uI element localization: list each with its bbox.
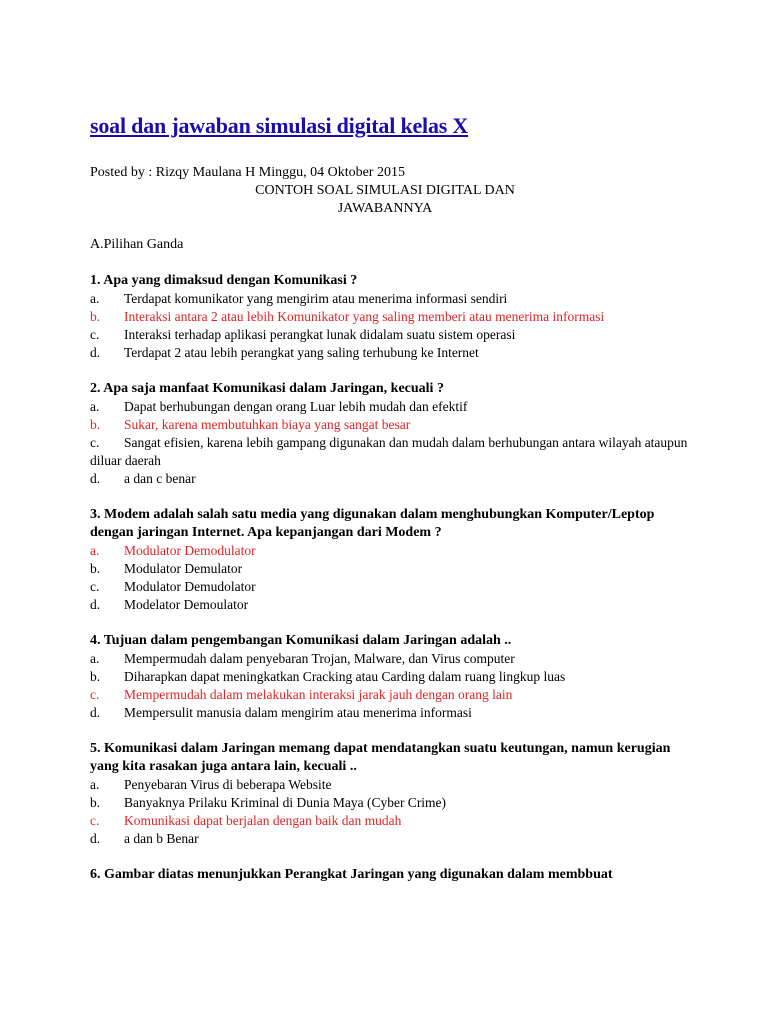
post-title-link[interactable]: soal dan jawaban simulasi digital kelas X bbox=[90, 113, 469, 138]
option-a bbox=[90, 290, 690, 308]
option-letter: d. bbox=[90, 597, 101, 612]
option-a bbox=[90, 650, 690, 668]
option-letter: a. bbox=[90, 543, 100, 558]
option-letter: a. bbox=[90, 399, 100, 414]
option-a-correct bbox=[90, 542, 690, 560]
option-text: Sukar, karena membutuhkan biaya yang sangat besar bbox=[124, 417, 411, 432]
option-a bbox=[90, 776, 690, 794]
option-text: Diharapkan dapat meningkatkan Cracking atau Carding dalam ruang lingkup luas bbox=[124, 669, 566, 684]
question-3 bbox=[90, 506, 690, 614]
option-c bbox=[90, 326, 690, 344]
option-b bbox=[90, 560, 690, 578]
option-text: Terdapat 2 atau lebih perangkat yang saling terhubung ke Internet bbox=[124, 345, 479, 360]
option-text: Mempersulit manusia dalam mengirim atau menerima informasi bbox=[124, 705, 472, 720]
option-letter: b. bbox=[90, 669, 101, 684]
question-2 bbox=[90, 380, 690, 488]
option-letter: d. bbox=[90, 705, 101, 720]
option-letter: b. bbox=[90, 795, 101, 810]
option-letter: c. bbox=[90, 687, 100, 702]
option-text: a dan b Benar bbox=[124, 831, 199, 846]
document-heading-line1: CONTOH SOAL SIMULASI DIGITAL DAN bbox=[255, 183, 515, 198]
option-letter: c. bbox=[90, 327, 100, 342]
option-letter: d. bbox=[90, 831, 101, 846]
option-text: Modelator Demoulator bbox=[124, 597, 249, 612]
option-letter: b. bbox=[90, 309, 101, 324]
question-1 bbox=[90, 272, 690, 362]
option-letter: d. bbox=[90, 345, 101, 360]
question-text: 4. Tujuan dalam pengembangan Komunikasi dalam Jaringan adalah .. bbox=[90, 633, 512, 648]
option-letter: b. bbox=[90, 417, 101, 432]
option-a bbox=[90, 398, 690, 416]
option-c bbox=[90, 434, 690, 470]
option-text: Terdapat komunikator yang mengirim atau menerima informasi sendiri bbox=[124, 291, 508, 306]
option-d bbox=[90, 596, 690, 614]
question-text: 2. Apa saja manfaat Komunikasi dalam Jaringan, kecuali ? bbox=[90, 381, 444, 396]
question-text: 5. Komunikasi dalam Jaringan memang dapat mendatangkan suatu keutungan, namun kerugian yang kita rasakan juga antara lain, kecuali .. bbox=[90, 741, 671, 774]
option-letter: b. bbox=[90, 561, 101, 576]
option-letter: a. bbox=[90, 777, 100, 792]
option-text: Modulator Demulator bbox=[124, 561, 243, 576]
option-c-correct bbox=[90, 812, 690, 830]
question-text-line1: 3. Modem adalah salah satu media yang digunakan dalam menghubungkan Komputer/Leptop bbox=[90, 507, 655, 522]
option-text: Sangat efisien, karena lebih gampang digunakan dan mudah dalam berhubungan antara wilayah ataupun diluar daerah bbox=[90, 435, 688, 468]
question-5 bbox=[90, 740, 690, 848]
option-b-correct bbox=[90, 308, 690, 326]
option-text: Mempermudah dalam penyebaran Trojan, Malware, dan Virus computer bbox=[124, 651, 515, 666]
question-text: 1. Apa yang dimaksud dengan Komunikasi ? bbox=[90, 273, 358, 288]
option-c-correct bbox=[90, 686, 690, 704]
option-text: Interaksi antara 2 atau lebih Komunikator yang saling memberi atau menerima informasi bbox=[124, 309, 605, 324]
post-meta: Posted by : Rizqy Maulana H Minggu, 04 Oktober 2015 bbox=[90, 165, 405, 180]
option-text: Banyaknya Prilaku Kriminal di Dunia Maya (Cyber Crime) bbox=[124, 795, 447, 810]
question-text-line2: dengan jaringan Internet. Apa kepanjangan dari Modem ? bbox=[90, 525, 442, 540]
document-heading-line2: JAWABANNYA bbox=[337, 201, 433, 216]
option-text: a dan c benar bbox=[124, 471, 196, 486]
option-letter: a. bbox=[90, 291, 100, 306]
question-6 bbox=[90, 866, 690, 884]
option-c bbox=[90, 578, 690, 596]
option-text: Dapat berhubungan dengan orang Luar lebih mudah dan efektif bbox=[124, 399, 468, 414]
option-b-correct bbox=[90, 416, 690, 434]
option-text: Penyebaran Virus di beberapa Website bbox=[124, 777, 332, 792]
option-text: Mempermudah dalam melakukan interaksi jarak jauh dengan orang lain bbox=[124, 687, 513, 702]
option-d bbox=[90, 470, 690, 488]
option-letter: d. bbox=[90, 471, 101, 486]
option-d bbox=[90, 830, 690, 848]
question-text: 6. Gambar diatas menunjukkan Perangkat Jaringan yang digunakan dalam membbuat bbox=[90, 867, 613, 882]
option-text: Modulator Demodulator bbox=[124, 543, 256, 558]
document-page bbox=[90, 112, 690, 884]
option-letter: a. bbox=[90, 651, 100, 666]
option-d bbox=[90, 344, 690, 362]
option-b bbox=[90, 794, 690, 812]
option-letter: c. bbox=[90, 579, 100, 594]
question-4 bbox=[90, 632, 690, 722]
option-letter: c. bbox=[90, 813, 100, 828]
option-b bbox=[90, 668, 690, 686]
option-d bbox=[90, 704, 690, 722]
option-text: Interaksi terhadap aplikasi perangkat lunak didalam suatu sistem operasi bbox=[124, 327, 516, 342]
section-label: A.Pilihan Ganda bbox=[90, 237, 184, 252]
option-letter: c. bbox=[90, 435, 100, 450]
option-text: Komunikasi dapat berjalan dengan baik dan mudah bbox=[124, 813, 402, 828]
option-text: Modulator Demudolator bbox=[124, 579, 256, 594]
